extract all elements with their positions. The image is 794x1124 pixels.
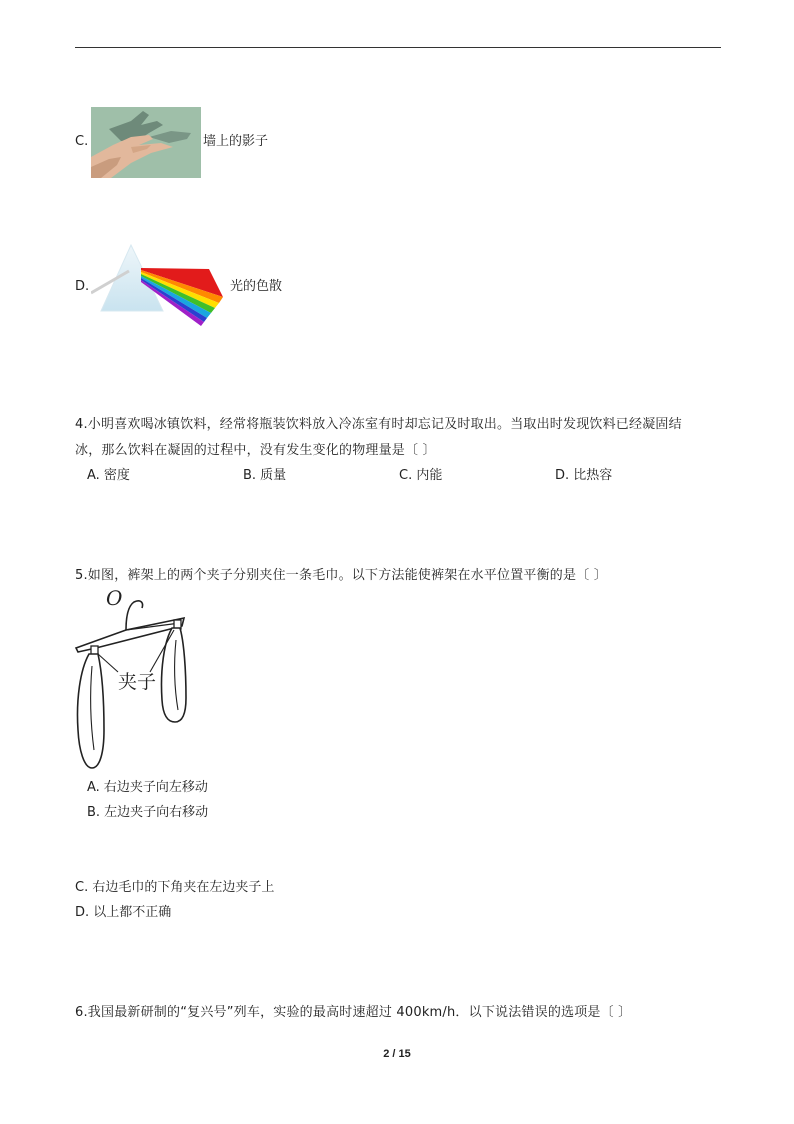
pivot-label-o: O [106, 586, 123, 610]
q4-option-b: B. 质量 [243, 468, 287, 483]
q5-stem: 5.如图，裤架上的两个夹子分别夹住一条毛巾。以下方法能使裤架在水平位置平衡的是〔 〕 [75, 568, 607, 583]
header-rule [75, 47, 721, 48]
clip-label: 夹子 [118, 671, 157, 693]
q4-option-a: A. 密度 [87, 468, 130, 483]
q3-option-d-letter: D. [75, 279, 90, 294]
hand-shadow-photo [91, 107, 201, 178]
q4-stem-line1: 4.小明喜欢喝冰镇饮料，经常将瓶装饮料放入冷冻室有时却忘记及时取出。当取出时发现饮料已经凝固结 [75, 417, 682, 432]
q4-option-d: D. 比热容 [555, 468, 613, 483]
q5-option-a: A. 右边夹子向左移动 [87, 780, 208, 795]
page-number: 2 / 15 [383, 1048, 411, 1060]
q3-option-d-caption: 光的色散 [230, 279, 283, 294]
q5-option-b: B. 左边夹子向右移动 [87, 805, 209, 820]
q3-option-c-caption: 墙上的影子 [203, 134, 269, 149]
q4-option-c: C. 内能 [399, 468, 443, 483]
q6-stem: 6.我国最新研制的“复兴号”列车，实验的最高时速超过 400km/h．以下说法错误的选项是〔 〕 [75, 1005, 632, 1020]
prism-dispersion-image [91, 241, 231, 327]
q5-option-c: C. 右边毛巾的下角夹在左边夹子上 [75, 880, 275, 895]
q4-stem-line2: 冰，那么饮料在凝固的过程中，没有发生变化的物理量是〔 〕 [75, 443, 436, 458]
q3-option-c-letter: C. [75, 134, 89, 149]
q5-option-d: D. 以上都不正确 [75, 905, 172, 920]
